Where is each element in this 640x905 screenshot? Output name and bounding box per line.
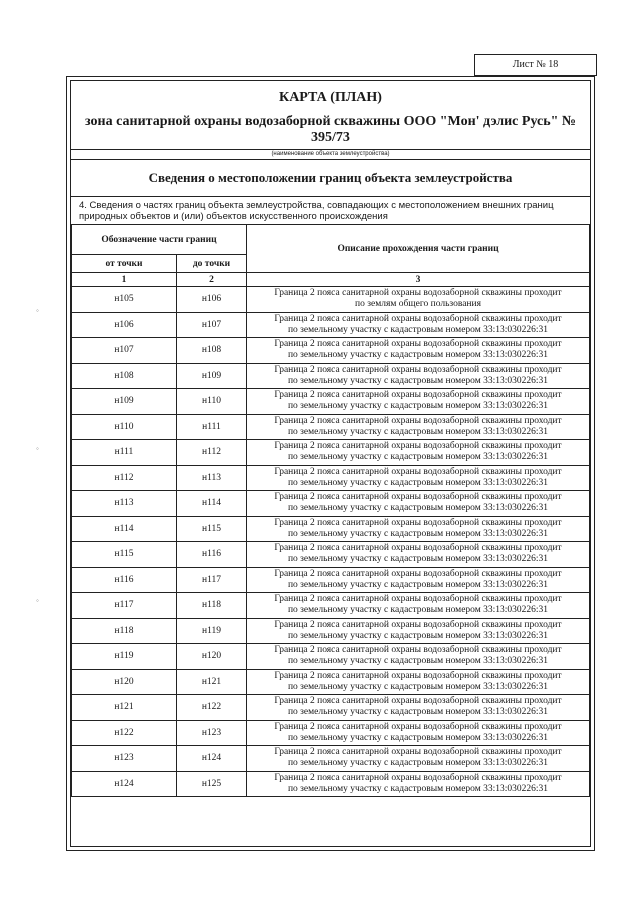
description-line: Граница 2 пояса санитарной охраны водозаборной скважины проходит <box>274 747 562 758</box>
to-point-cell: н116 <box>177 542 247 568</box>
from-point-cell: н121 <box>72 695 177 721</box>
description-line: Граница 2 пояса санитарной охраны водозаборной скважины проходит <box>274 670 562 681</box>
to-point-cell: н110 <box>177 389 247 415</box>
description-line: Граница 2 пояса санитарной охраны водозаборной скважины проходит <box>274 772 562 783</box>
boundary-table <box>71 224 590 797</box>
table-row <box>72 363 590 389</box>
to-point-cell: н112 <box>177 440 247 466</box>
margin-mark: ◦ <box>36 444 39 453</box>
from-point-cell: н110 <box>72 414 177 440</box>
from-point-cell: н109 <box>72 389 177 415</box>
object-name: зона санитарной охраны водозаборной скважины ООО "Мон' дэлис Русь" № 395/73 <box>85 114 576 145</box>
to-point-header: до точки <box>177 255 247 273</box>
description-line: по земельному участку с кадастровым номером 33:13:030226:31 <box>287 605 549 616</box>
from-point-cell: н116 <box>72 567 177 593</box>
to-point-cell: н113 <box>177 465 247 491</box>
table-row <box>72 720 590 746</box>
description-line: Граница 2 пояса санитарной охраны водозаборной скважины проходит <box>274 492 562 503</box>
description-line: по земельному участку с кадастровым номером 33:13:030226:31 <box>287 732 549 743</box>
description-cell <box>247 440 590 466</box>
from-point-cell: н113 <box>72 491 177 517</box>
document-header <box>71 90 590 159</box>
table-row <box>72 389 590 415</box>
inner-frame <box>70 80 591 847</box>
description-line: по земельному участку с кадастровым номером 33:13:030226:31 <box>287 477 549 488</box>
to-point-cell: н115 <box>177 516 247 542</box>
to-point-cell: н120 <box>177 644 247 670</box>
from-point-cell: н117 <box>72 593 177 619</box>
to-point-cell: н123 <box>177 720 247 746</box>
description-line: по земельному участку с кадастровым номером 33:13:030226:31 <box>287 375 549 386</box>
description-line: по земельному участку с кадастровым номером 33:13:030226:31 <box>287 630 549 641</box>
description-cell <box>247 669 590 695</box>
from-point-cell: н115 <box>72 542 177 568</box>
from-point-cell: н120 <box>72 669 177 695</box>
description-cell <box>247 465 590 491</box>
description-line: Граница 2 пояса санитарной охраны водозаборной скважины проходит <box>274 619 562 630</box>
description-line: по земельному участку с кадастровым номером 33:13:030226:31 <box>287 681 549 692</box>
description-cell <box>247 771 590 797</box>
description-line: Граница 2 пояса санитарной охраны водозаборной скважины проходит <box>274 696 562 707</box>
table-row <box>72 440 590 466</box>
table-row <box>72 312 590 338</box>
description-line: по земельному участку с кадастровым номером 33:13:030226:31 <box>287 707 549 718</box>
to-point-cell: н109 <box>177 363 247 389</box>
table-row <box>72 465 590 491</box>
table-row <box>72 695 590 721</box>
to-point-cell: н125 <box>177 771 247 797</box>
column-number-1: 1 <box>72 273 177 287</box>
description-line: Граница 2 пояса санитарной охраны водозаборной скважины проходит <box>274 313 562 324</box>
sheet-number: Лист № 18 <box>474 54 597 76</box>
table-row <box>72 567 590 593</box>
to-point-cell: н119 <box>177 618 247 644</box>
description-line: по земельному участку с кадастровым номером 33:13:030226:31 <box>287 426 549 437</box>
description-cell <box>247 720 590 746</box>
description-line: Граница 2 пояса санитарной охраны водозаборной скважины проходит <box>274 517 562 528</box>
to-point-cell: н114 <box>177 491 247 517</box>
description-cell <box>247 312 590 338</box>
description-header: Описание прохождения части границ <box>247 225 590 273</box>
table-row <box>72 669 590 695</box>
description-cell <box>247 593 590 619</box>
description-line: Граница 2 пояса санитарной охраны водозаборной скважины проходит <box>274 288 562 299</box>
margin-mark: ◦ <box>36 306 39 315</box>
from-point-cell: н118 <box>72 618 177 644</box>
to-point-cell: н122 <box>177 695 247 721</box>
description-cell <box>247 746 590 772</box>
description-cell <box>247 287 590 313</box>
table-row <box>72 593 590 619</box>
table-row <box>72 491 590 517</box>
from-point-cell: н112 <box>72 465 177 491</box>
description-line: Граница 2 пояса санитарной охраны водозаборной скважины проходит <box>274 645 562 656</box>
from-point-cell: н114 <box>72 516 177 542</box>
description-line: Граница 2 пояса санитарной охраны водозаборной скважины проходит <box>274 415 562 426</box>
description-line: Граница 2 пояса санитарной охраны водозаборной скважины проходит <box>274 543 562 554</box>
table-row <box>72 414 590 440</box>
description-cell <box>247 414 590 440</box>
description-line: по земельному участку с кадастровым номером 33:13:030226:31 <box>287 324 549 335</box>
description-line: по земельному участку с кадастровым номером 33:13:030226:31 <box>287 401 549 412</box>
document-title: КАРТА (ПЛАН) <box>279 90 382 105</box>
to-point-cell: н108 <box>177 338 247 364</box>
section-note: 4. Сведения о частях границ объекта землеустройства, совпадающих с местоположением внешних границ природных объектов и (или) объектов искусственного происхождения <box>79 200 554 222</box>
description-line: Граница 2 пояса санитарной охраны водозаборной скважины проходит <box>274 364 562 375</box>
description-cell <box>247 516 590 542</box>
table-row <box>72 746 590 772</box>
from-point-cell: н105 <box>72 287 177 313</box>
to-point-cell: н118 <box>177 593 247 619</box>
from-point-cell: н108 <box>72 363 177 389</box>
page-frame <box>66 76 595 851</box>
description-line: по земельному участку с кадастровым номером 33:13:030226:31 <box>287 783 549 794</box>
section-title: Сведения о местоположении границ объекта землеустройства <box>148 170 513 185</box>
margin-mark: ◦ <box>36 596 39 605</box>
to-point-cell: н111 <box>177 414 247 440</box>
from-point-header: от точки <box>72 255 177 273</box>
description-line: Граница 2 пояса санитарной охраны водозаборной скважины проходит <box>274 441 562 452</box>
table-row <box>72 618 590 644</box>
description-cell <box>247 695 590 721</box>
from-point-cell: н122 <box>72 720 177 746</box>
description-line: по земельному участку с кадастровым номером 33:13:030226:31 <box>287 579 549 590</box>
table-row <box>72 542 590 568</box>
description-line: по земельному участку с кадастровым номером 33:13:030226:31 <box>287 528 549 539</box>
table-row <box>72 771 590 797</box>
description-line: по земельному участку с кадастровым номером 33:13:030226:31 <box>287 350 549 361</box>
from-point-cell: н123 <box>72 746 177 772</box>
table-row <box>72 516 590 542</box>
description-line: по земельному участку с кадастровым номером 33:13:030226:31 <box>287 503 549 514</box>
description-line: по землям общего пользования <box>355 299 481 310</box>
description-line: по земельному участку с кадастровым номером 33:13:030226:31 <box>287 554 549 565</box>
description-line: Граница 2 пояса санитарной охраны водозаборной скважины проходит <box>274 721 562 732</box>
description-cell <box>247 491 590 517</box>
column-number-3: 3 <box>247 273 590 287</box>
from-point-cell: н124 <box>72 771 177 797</box>
description-line: Граница 2 пояса санитарной охраны водозаборной скважины проходит <box>274 390 562 401</box>
description-line: Граница 2 пояса санитарной охраны водозаборной скважины проходит <box>274 339 562 350</box>
description-cell <box>247 338 590 364</box>
to-point-cell: н107 <box>177 312 247 338</box>
description-line: Граница 2 пояса санитарной охраны водозаборной скважины проходит <box>274 568 562 579</box>
object-caption: (наименование объекта землеустройства) <box>271 151 390 157</box>
to-point-cell: н121 <box>177 669 247 695</box>
table-row <box>72 644 590 670</box>
table-row <box>72 287 590 313</box>
description-cell <box>247 618 590 644</box>
table-row <box>72 338 590 364</box>
from-point-cell: н119 <box>72 644 177 670</box>
description-line: по земельному участку с кадастровым номером 33:13:030226:31 <box>287 656 549 667</box>
to-point-cell: н124 <box>177 746 247 772</box>
description-cell <box>247 644 590 670</box>
description-cell <box>247 567 590 593</box>
from-point-cell: н106 <box>72 312 177 338</box>
description-line: по земельному участку с кадастровым номером 33:13:030226:31 <box>287 758 549 769</box>
description-line: Граница 2 пояса санитарной охраны водозаборной скважины проходит <box>274 466 562 477</box>
from-point-cell: н111 <box>72 440 177 466</box>
boundary-part-header: Обозначение части границ <box>72 225 247 255</box>
to-point-cell: н117 <box>177 567 247 593</box>
to-point-cell: н106 <box>177 287 247 313</box>
description-cell <box>247 363 590 389</box>
from-point-cell: н107 <box>72 338 177 364</box>
description-cell <box>247 542 590 568</box>
description-line: по земельному участку с кадастровым номером 33:13:030226:31 <box>287 452 549 463</box>
column-number-2: 2 <box>177 273 247 287</box>
description-line: Граница 2 пояса санитарной охраны водозаборной скважины проходит <box>274 594 562 605</box>
description-cell <box>247 389 590 415</box>
